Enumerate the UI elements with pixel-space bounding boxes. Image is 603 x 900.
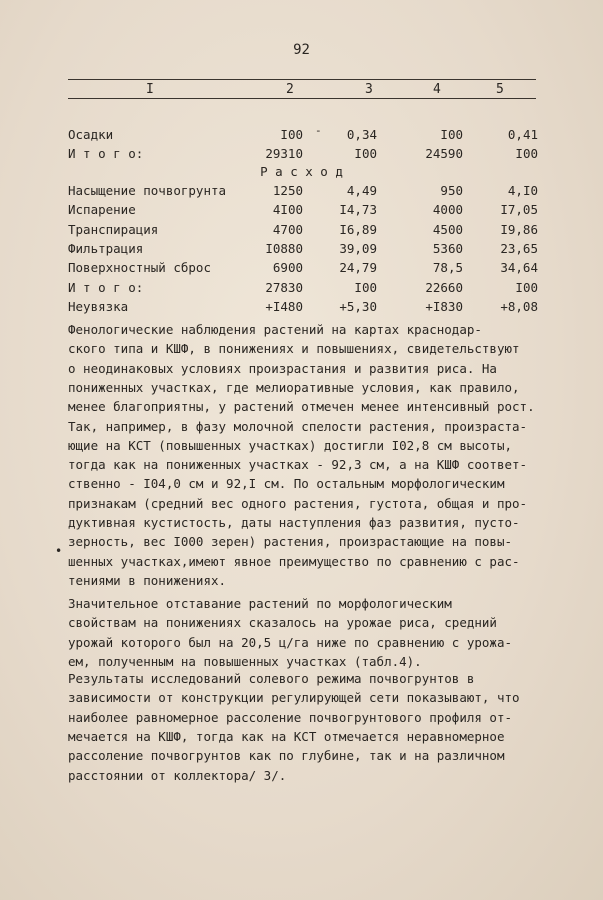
row-label: Осадки bbox=[68, 127, 114, 142]
text-line: Результаты исследований солевого режима почвогрунтов в bbox=[68, 671, 475, 686]
text-line: Так, например, в фазу молочной спелости растения, произраста- bbox=[68, 418, 528, 434]
table-row bbox=[0, 280, 603, 298]
table-row bbox=[0, 183, 603, 201]
text-line: о неодинаковых условиях произрастания и развития риса. На bbox=[68, 360, 497, 376]
cell-col-5: 34,64 bbox=[500, 260, 538, 276]
table-header-4: 4 bbox=[433, 82, 441, 97]
cell-col-2: I0880 bbox=[265, 240, 303, 256]
text-line: мечается на КШФ, тогда как на КСТ отмечается неравномерное bbox=[68, 728, 505, 744]
margin-mark: • bbox=[55, 544, 63, 558]
row-label: Неувязка bbox=[68, 298, 129, 314]
text-line: зависимости от конструкции регулирующей сети показывают, что bbox=[68, 690, 520, 706]
text-line: рассоление почвогрунтов как по глубине, так и на различном bbox=[68, 748, 505, 764]
cell-col-4: I00 bbox=[440, 127, 463, 142]
cell-col-5: I00 bbox=[515, 146, 538, 161]
table-header-1: I bbox=[146, 82, 154, 97]
table-header-3: 3 bbox=[365, 82, 373, 97]
cell-col-2: 4700 bbox=[272, 221, 303, 237]
cell-col-3: 0,34 bbox=[346, 127, 377, 142]
page-number: 92 bbox=[293, 42, 310, 58]
cell-col-2: 29310 bbox=[265, 146, 303, 161]
row-label: И т о г о: bbox=[68, 279, 144, 295]
text-line: ющие на КСТ (повышенных участках) достигли I02,8 см высоты, bbox=[68, 437, 513, 453]
text-line: наиболее равномерное рассоление почвогрунтового профиля от- bbox=[68, 709, 513, 725]
text-line: шенных участках,имеют явное преимущество по сравнению с рас- bbox=[68, 553, 520, 569]
table-row bbox=[0, 202, 603, 220]
text-line: Значительное отставание растений по морфологическим bbox=[68, 596, 452, 611]
cell-col-5: 23,65 bbox=[500, 240, 538, 256]
text-line: ственно - I04,0 см и 92,I см. По остальным морфологическим bbox=[68, 476, 505, 492]
cell-col-5: 0,41 bbox=[507, 127, 538, 142]
table-row bbox=[0, 260, 603, 278]
cell-col-4: 4500 bbox=[432, 221, 463, 237]
text-line: расстоянии от коллектора/ 3/. bbox=[68, 767, 287, 783]
cell-col-4: 78,5 bbox=[432, 260, 463, 276]
cell-col-3: I6,89 bbox=[339, 221, 377, 237]
cell-col-5: +8,08 bbox=[500, 298, 538, 314]
cell-col-2: 4I00 bbox=[272, 202, 303, 218]
table-dash-mark: - bbox=[315, 124, 322, 137]
table-row bbox=[0, 127, 603, 145]
cell-col-4: 4000 bbox=[432, 202, 463, 218]
text-line: зерность, вес I000 зерен) растения, произрастающие на повы- bbox=[68, 534, 513, 550]
cell-col-2: I00 bbox=[280, 127, 303, 142]
text-line: пониженных участках, где мелиоративные условия, как правило, bbox=[68, 379, 520, 395]
cell-col-3: 24,79 bbox=[339, 260, 377, 276]
table-row bbox=[0, 222, 603, 240]
table-row bbox=[0, 146, 603, 164]
row-label: И т о г о: bbox=[68, 146, 144, 161]
cell-col-4: 5360 bbox=[432, 240, 463, 256]
row-label: Поверхностный сброс bbox=[68, 260, 211, 276]
text-line: дуктивная кустистость, даты наступления фаз развития, пусто- bbox=[68, 515, 520, 530]
cell-col-2: 6900 bbox=[272, 260, 303, 276]
cell-col-3: I00 bbox=[354, 146, 377, 161]
cell-col-2: +I480 bbox=[265, 298, 303, 314]
table-header-5: 5 bbox=[496, 82, 504, 97]
text-line: ского типа и КШФ, в понижениях и повышениях, свидетельствуют bbox=[68, 341, 520, 357]
table-row bbox=[0, 241, 603, 259]
row-label: Транспирация bbox=[68, 221, 159, 237]
text-line: тениями в понижениях. bbox=[68, 572, 227, 588]
table-top-rule bbox=[68, 79, 536, 80]
table-section-title: Р а с х о д bbox=[260, 164, 343, 179]
text-line: признакам (средний вес одного растения, густота, общая и про- bbox=[68, 495, 528, 511]
table-row bbox=[0, 299, 603, 317]
cell-col-5: I9,86 bbox=[500, 221, 538, 237]
table-header-rule bbox=[68, 98, 536, 99]
table-header-2: 2 bbox=[286, 82, 294, 97]
cell-col-3: I4,73 bbox=[339, 202, 377, 218]
cell-col-4: 950 bbox=[440, 183, 463, 198]
cell-col-4: +I830 bbox=[425, 298, 463, 314]
cell-col-2: 1250 bbox=[272, 183, 303, 198]
row-label: Испарение bbox=[68, 202, 136, 218]
cell-col-3: I00 bbox=[354, 279, 377, 295]
cell-col-4: 22660 bbox=[425, 279, 463, 295]
cell-col-5: 4,I0 bbox=[507, 183, 538, 198]
cell-col-3: 39,09 bbox=[339, 240, 377, 256]
cell-col-5: I7,05 bbox=[500, 202, 538, 218]
row-label: Фильтрация bbox=[68, 240, 144, 256]
cell-col-3: +5,30 bbox=[339, 298, 377, 314]
text-line: менее благоприятны, у растений отмечен менее интенсивный рост. bbox=[68, 399, 535, 415]
text-line: урожай которого был на 20,5 ц/га ниже по сравнению с урожа- bbox=[68, 634, 513, 650]
row-label: Насыщение почвогрунта bbox=[68, 183, 227, 198]
cell-col-3: 4,49 bbox=[346, 183, 377, 198]
cell-col-2: 27830 bbox=[265, 279, 303, 295]
text-line: ем, полученным на повышенных участках (табл.4). bbox=[68, 653, 422, 669]
text-line: Фенологические наблюдения растений на картах краснодар- bbox=[68, 322, 482, 337]
text-line: тогда как на пониженных участках - 92,3 см, а на КШФ соответ- bbox=[68, 457, 528, 473]
cell-col-5: I00 bbox=[515, 279, 538, 295]
cell-col-4: 24590 bbox=[425, 146, 463, 161]
text-line: свойствам на понижениях сказалось на урожае риса, средний bbox=[68, 615, 497, 631]
